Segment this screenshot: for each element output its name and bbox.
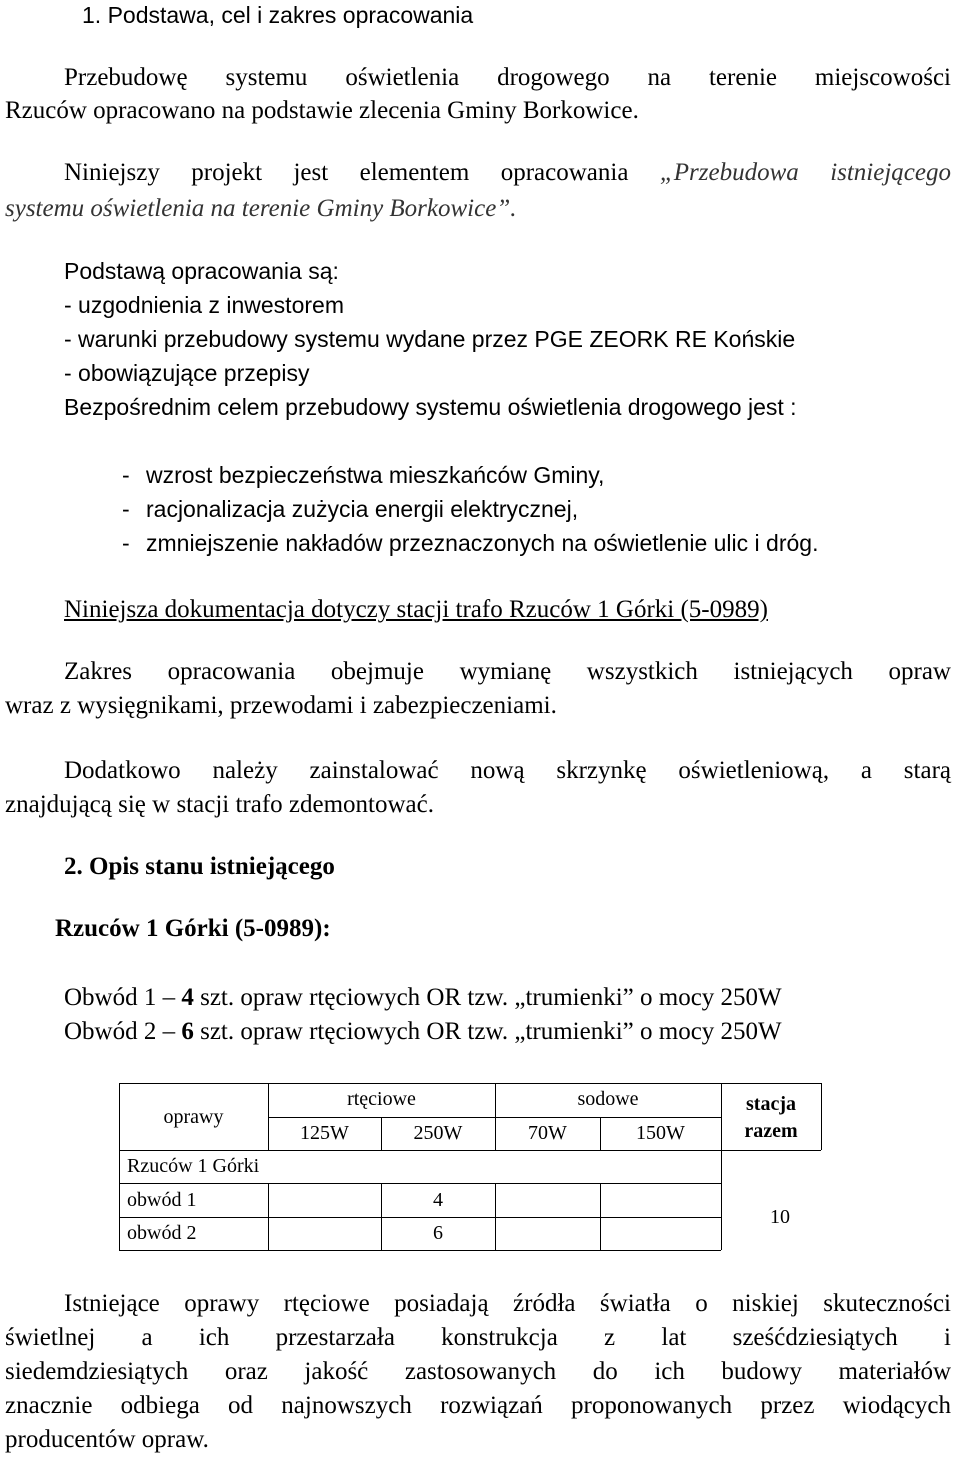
- header-power: 150W: [636, 1122, 685, 1144]
- circuit-line: Obwód 1 – 4 szt. opraw rtęciowych OR tzw. „trumienki” o mocy 250W: [64, 984, 782, 1011]
- station-row-label: Rzuców 1 Górki: [127, 1155, 260, 1177]
- paragraph-text: świetlnej a ich przestarzała konstrukcja z lat sześćdziesiątych i: [5, 1324, 951, 1351]
- header-stacja: stacja: [746, 1093, 796, 1115]
- project-title-italic: systemu oświetlenia na terenie Gminy Borkowice”.: [5, 195, 517, 222]
- circuit-row-label: obwód 2: [127, 1222, 197, 1244]
- circuit-row-value: 4: [433, 1189, 443, 1211]
- paragraph-text-start: Niniejszy projekt jest elementem opracowania: [64, 159, 629, 186]
- goal-item: - racjonalizacja zużycia energii elektrycznej,: [122, 496, 579, 522]
- basis-intro: Podstawą opracowania są:: [64, 258, 339, 284]
- header-razem: razem: [744, 1120, 798, 1142]
- station-heading: Rzuców 1 Górki (5-0989):: [55, 915, 331, 942]
- paragraph-text: [64, 156, 951, 190]
- paragraph-text: siedemdziesiątych oraz jakość zastosowanych do ich budowy materiałów: [5, 1358, 951, 1385]
- goal-intro: Bezpośrednim celem przebudowy systemu oświetlenia drogowego jest :: [64, 394, 797, 420]
- header-rteciowe: rtęciowe: [347, 1088, 416, 1110]
- header-power: 70W: [528, 1122, 567, 1144]
- paragraph-text: Przebudowę systemu oświetlenia drogowego na terenie miejscowości: [64, 64, 951, 91]
- header-oprawy: oprawy: [163, 1106, 224, 1128]
- paragraph-text: Zakres opracowania obejmuje wymianę wszystkich istniejących opraw: [64, 658, 951, 685]
- basis-item: - warunki przebudowy systemu wydane przez PGE ZEORK RE Końskie: [64, 326, 796, 352]
- documentation-subject: Niniejsza dokumentacja dotyczy stacji trafo Rzuców 1 Górki (5-0989): [64, 596, 768, 623]
- goal-item: - wzrost bezpieczeństwa mieszkańców Gminy,: [122, 462, 605, 488]
- paragraph-text: znajdującą się w stacji trafo zdemontować.: [5, 791, 434, 818]
- paragraph-text: Dodatkowo należy zainstalować nową skrzynkę oświetleniową, a starą: [64, 757, 951, 784]
- paragraph-text: Istniejące oprawy rtęciowe posiadają źródła światła o niskiej skuteczności: [64, 1290, 951, 1317]
- paragraph-text: znacznie odbiega od najnowszych rozwiązań proponowanych przez wiodących: [5, 1392, 951, 1419]
- basis-item: - uzgodnienia z inwestorem: [64, 292, 344, 318]
- section-heading-1: 1. Podstawa, cel i zakres opracowania: [82, 2, 474, 28]
- basis-item: - obowiązujące przepisy: [64, 360, 310, 386]
- header-power: 250W: [413, 1122, 463, 1144]
- station-total: 10: [770, 1206, 790, 1228]
- paragraph-text: wraz z wysięgnikami, przewodami i zabezpieczeniami.: [5, 692, 557, 719]
- goal-item: - zmniejszenie nakładów przeznaczonych na oświetlenie ulic i dróg.: [122, 530, 819, 556]
- paragraph-text: producentów opraw.: [5, 1426, 209, 1453]
- header-sodowe: sodowe: [577, 1088, 639, 1110]
- circuit-line: Obwód 2 – 6 szt. opraw rtęciowych OR tzw. „trumienki” o mocy 250W: [64, 1018, 782, 1045]
- section-heading-2: 2. Opis stanu istniejącego: [64, 853, 335, 880]
- paragraph-text: Rzuców opracowano na podstawie zlecenia Gminy Borkowice.: [5, 97, 639, 124]
- header-power: 125W: [300, 1122, 349, 1144]
- circuit-row-label: obwód 1: [127, 1189, 197, 1211]
- circuit-row-value: 6: [433, 1222, 443, 1244]
- project-title-italic: „Przebudowa istniejącego: [659, 159, 951, 186]
